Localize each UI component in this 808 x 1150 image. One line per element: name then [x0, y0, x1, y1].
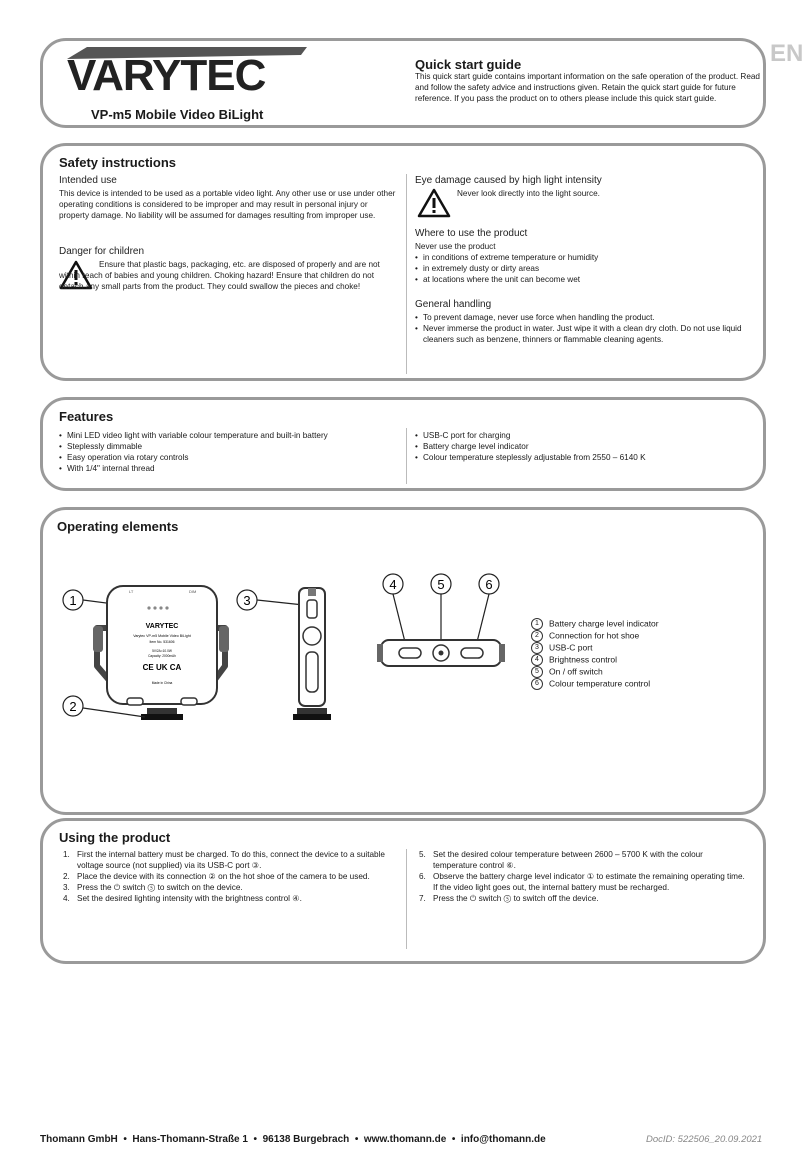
legend-item: 3 USB-C port [531, 642, 659, 654]
intended-use-title: Intended use [59, 175, 117, 186]
device-side-illustration [233, 576, 343, 756]
list-item: • in conditions of extreme temperature or humidity [415, 252, 755, 263]
dim-label: DIM [189, 589, 197, 594]
children-text: Ensure that plastic bags, packaging, etc. are disposed of properly and are not within reach of babies and young children. Choking hazard! Ensure that children do not detach any small parts from the product. They could swallow the pieces and choke! [59, 260, 380, 291]
logo [57, 43, 317, 105]
where-intro: Never use the product [415, 242, 496, 251]
legend-item: 2 Connection for hot shoe [531, 630, 659, 642]
divider [406, 849, 407, 949]
features-left-list [59, 430, 399, 474]
device-origin: Made in China [151, 681, 173, 685]
list-item: • Colour temperature steplessly adjustable from 2550 – 6140 K [415, 452, 755, 463]
device-front-illustration [57, 576, 257, 756]
using-title: Using the product [59, 830, 171, 845]
list-item: • in extremely dusty or dirty areas [415, 263, 755, 274]
general-title: General handling [415, 299, 492, 310]
quick-start-title: Quick start guide [415, 57, 522, 72]
where-list [415, 252, 755, 285]
callout-1-label: 1 [69, 593, 77, 608]
list-item: • With 1/4" internal thread [59, 463, 399, 474]
legend-item: 6 Colour temperature control [531, 678, 659, 690]
children-title: Danger for children [59, 246, 145, 257]
device-power: 5V/2A=10.0W [152, 649, 172, 653]
eye-text: Never look directly into the light source. [457, 189, 600, 198]
divider [406, 174, 407, 374]
list-item: 3. Press the ⏻ switch ⑤ to switch on the device. [63, 883, 243, 892]
device-capacity: Capacity: 2000mAh [148, 654, 176, 658]
list-item: 4. Set the desired lighting intensity with the brightness control ④. [63, 894, 302, 903]
using-right-list [419, 849, 749, 904]
callout-6-label: 6 [485, 577, 493, 592]
legend-item: 4 Brightness control [531, 654, 659, 666]
legend [531, 618, 659, 690]
device-marks: CE UK CA [142, 663, 182, 672]
general-list [415, 312, 745, 345]
device-model: Varytec VP-m5 Mobile Video BiLight [133, 634, 191, 638]
product-title: VP-m5 Mobile Video BiLight [91, 107, 264, 122]
device-brand: VARYTEC [145, 623, 179, 630]
intended-use-text: This device is intended to be used as a portable video light. Any other use or use under other operating conditions is considered to be improper and may result in personal injury or property damage. No liability will be assumed for damages resulting from improper use. [59, 189, 396, 220]
list-item: • Steplessly dimmable [59, 441, 399, 452]
list-item: • USB-C port for charging [415, 430, 755, 441]
quick-start-text: This quick start guide contains important information on the safe operation of the product. Read and follow the safety advice and instructions given. Retain the quick start guide for future reference. If you pass the product on to others please include this quick start guide. [415, 72, 760, 103]
callout-4-label: 4 [389, 577, 397, 592]
features-title: Features [59, 409, 114, 424]
header-box [40, 38, 766, 128]
legend-item: 1 Battery charge level indicator [531, 618, 659, 630]
list-item: 2. Place the device with its connection ② on the hot shoe of the camera to be used. [63, 872, 370, 881]
list-item: 7. Press the ⏻ switch ⑤ to switch off the device. [419, 894, 599, 903]
eye-title: Eye damage caused by high light intensity [415, 175, 602, 186]
callout-3-label: 3 [243, 593, 251, 608]
list-item: 6. Observe the battery charge level indicator ① to estimate the remaining operating time. If the video light goes out, the internal battery must be recharged. [419, 872, 745, 892]
list-item: • Never immerse the product in water. Just wipe it with a clean dry cloth. Do not use liquid cleaners such as benzene, thinners or flammable cleaning agents. [415, 323, 745, 345]
operating-box [40, 507, 766, 815]
list-item: 5. Set the desired colour temperature between 2600 – 5700 K with the colour temperature control ⑥. [419, 850, 703, 870]
operating-title: Operating elements [57, 519, 179, 534]
where-title: Where to use the product [415, 228, 528, 239]
lt-label: LT [129, 589, 134, 594]
list-item: • Easy operation via rotary controls [59, 452, 399, 463]
using-box [40, 818, 766, 964]
using-left-list [63, 849, 393, 904]
features-right-list [415, 430, 755, 463]
device-top-illustration [377, 568, 527, 678]
list-item: • at locations where the unit can become wet [415, 274, 755, 285]
list-item: 1. First the internal battery must be charged. To do this, connect the device to a suitable voltage source (not supplied) via its USB-C port ③. [63, 850, 385, 870]
divider [406, 428, 407, 484]
brand-name: VARYTEC [67, 51, 266, 100]
safety-box [40, 143, 766, 381]
features-box [40, 397, 766, 491]
warning-icon [417, 188, 451, 218]
list-item: • To prevent damage, never use force when handling the product. [415, 312, 745, 323]
callout-5-label: 5 [437, 577, 445, 592]
safety-title: Safety instructions [59, 155, 177, 170]
footer-docid: DocID: 522506_20.09.2021 [646, 1134, 763, 1145]
device-item: Item No. 531606 [149, 640, 175, 644]
language-tag: EN [770, 40, 804, 67]
callout-2-label: 2 [69, 699, 77, 714]
footer-address: Thomann GmbH • Hans-Thomann-Straße 1 • 96138 Burgebrach • www.thomann.de • info@thomann.de [40, 1134, 546, 1145]
list-item: • Battery charge level indicator [415, 441, 755, 452]
list-item: • Mini LED video light with variable colour temperature and built-in battery [59, 430, 399, 441]
legend-item: 5 On / off switch [531, 666, 659, 678]
